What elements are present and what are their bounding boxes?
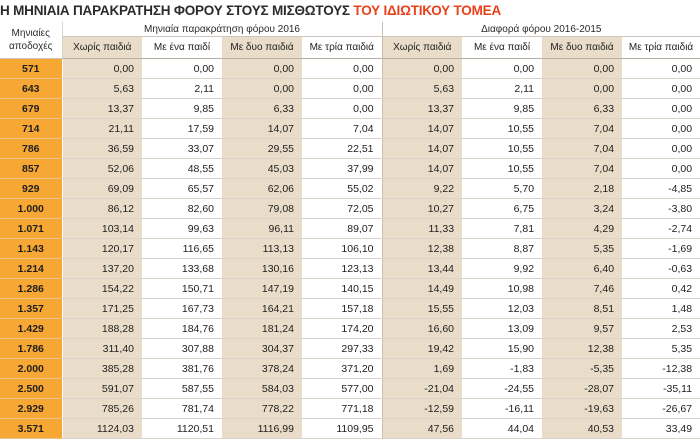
income-cell: 1.357 xyxy=(0,299,62,319)
value-cell: 0,00 xyxy=(622,79,700,99)
value-cell: -21,04 xyxy=(382,379,462,399)
value-cell: 304,37 xyxy=(222,339,302,359)
table-row xyxy=(0,179,700,199)
value-cell: 40,53 xyxy=(542,419,622,439)
column-header: Με τρία παιδιά xyxy=(622,37,700,59)
value-cell: 103,14 xyxy=(62,219,142,239)
value-cell: 45,03 xyxy=(222,159,302,179)
value-cell: 15,90 xyxy=(462,339,542,359)
value-cell: 7,04 xyxy=(542,119,622,139)
table-row xyxy=(0,139,700,159)
income-cell: 2.500 xyxy=(0,379,62,399)
value-cell: 6,33 xyxy=(542,99,622,119)
value-cell: 14,07 xyxy=(382,119,462,139)
value-cell: 311,40 xyxy=(62,339,142,359)
value-cell: 9,22 xyxy=(382,179,462,199)
table-row xyxy=(0,199,700,219)
value-cell: 65,57 xyxy=(142,179,222,199)
value-cell: 14,49 xyxy=(382,279,462,299)
value-cell: 10,27 xyxy=(382,199,462,219)
value-cell: 10,55 xyxy=(462,159,542,179)
table-row xyxy=(0,339,700,359)
income-cell: 1.000 xyxy=(0,199,62,219)
value-cell: -5,35 xyxy=(542,359,622,379)
value-cell: 9,85 xyxy=(462,99,542,119)
value-cell: 37,99 xyxy=(302,159,382,179)
table-row xyxy=(0,399,700,419)
value-cell: 2,11 xyxy=(142,79,222,99)
value-cell: 1,48 xyxy=(622,299,700,319)
table-row xyxy=(0,379,700,399)
table-row xyxy=(0,99,700,119)
value-cell: -16,11 xyxy=(462,399,542,419)
value-cell: 1124,03 xyxy=(62,419,142,439)
table-row xyxy=(0,239,700,259)
value-cell: 378,24 xyxy=(222,359,302,379)
value-cell: 171,25 xyxy=(62,299,142,319)
group-header-diff: Διαφορά φόρου 2016-2015 xyxy=(382,22,700,37)
group-header-row xyxy=(0,22,700,37)
value-cell: -2,74 xyxy=(622,219,700,239)
table-row xyxy=(0,259,700,279)
value-cell: 0,00 xyxy=(382,59,462,79)
column-header: Με ένα παιδί xyxy=(142,37,222,59)
table-row xyxy=(0,419,700,439)
value-cell: -3,80 xyxy=(622,199,700,219)
table-row xyxy=(0,299,700,319)
value-cell: 9,85 xyxy=(142,99,222,119)
income-cell: 679 xyxy=(0,99,62,119)
value-cell: 113,13 xyxy=(222,239,302,259)
value-cell: 0,00 xyxy=(222,79,302,99)
value-cell: 52,06 xyxy=(62,159,142,179)
value-cell: 0,00 xyxy=(142,59,222,79)
value-cell: 48,55 xyxy=(142,159,222,179)
value-cell: 33,49 xyxy=(622,419,700,439)
row-header-text: Μηνιαίες αποδοχές xyxy=(9,28,53,52)
value-cell: 14,07 xyxy=(382,139,462,159)
value-cell: 33,07 xyxy=(142,139,222,159)
income-cell: 571 xyxy=(0,59,62,79)
value-cell: 6,33 xyxy=(222,99,302,119)
value-cell: 174,20 xyxy=(302,319,382,339)
value-cell: 154,22 xyxy=(62,279,142,299)
value-cell: 164,21 xyxy=(222,299,302,319)
value-cell: 13,44 xyxy=(382,259,462,279)
value-cell: 13,09 xyxy=(462,319,542,339)
value-cell: 7,81 xyxy=(462,219,542,239)
value-cell: 184,76 xyxy=(142,319,222,339)
value-cell: 2,18 xyxy=(542,179,622,199)
value-cell: 17,59 xyxy=(142,119,222,139)
value-cell: 10,98 xyxy=(462,279,542,299)
value-cell: 591,07 xyxy=(62,379,142,399)
value-cell: 7,04 xyxy=(542,139,622,159)
value-cell: 0,00 xyxy=(62,59,142,79)
value-cell: 0,00 xyxy=(222,59,302,79)
value-cell: 12,38 xyxy=(542,339,622,359)
value-cell: 5,63 xyxy=(62,79,142,99)
value-cell: 13,37 xyxy=(62,99,142,119)
value-cell: 10,55 xyxy=(462,119,542,139)
value-cell: 7,04 xyxy=(542,159,622,179)
column-header-row xyxy=(0,37,700,59)
value-cell: 130,16 xyxy=(222,259,302,279)
value-cell: -1,83 xyxy=(462,359,542,379)
value-cell: -28,07 xyxy=(542,379,622,399)
value-cell: 167,73 xyxy=(142,299,222,319)
value-cell: 69,09 xyxy=(62,179,142,199)
column-header: Με ένα παιδί xyxy=(462,37,542,59)
income-cell: 1.786 xyxy=(0,339,62,359)
value-cell: 0,00 xyxy=(542,59,622,79)
value-cell: 55,02 xyxy=(302,179,382,199)
value-cell: 778,22 xyxy=(222,399,302,419)
value-cell: 307,88 xyxy=(142,339,222,359)
value-cell: 2,53 xyxy=(622,319,700,339)
value-cell: 120,17 xyxy=(62,239,142,259)
value-cell: -26,67 xyxy=(622,399,700,419)
income-cell: 1.143 xyxy=(0,239,62,259)
value-cell: -12,38 xyxy=(622,359,700,379)
value-cell: 0,00 xyxy=(622,159,700,179)
income-cell: 1.429 xyxy=(0,319,62,339)
value-cell: 147,19 xyxy=(222,279,302,299)
table-row xyxy=(0,79,700,99)
value-cell: 157,18 xyxy=(302,299,382,319)
value-cell: 181,24 xyxy=(222,319,302,339)
table-row xyxy=(0,119,700,139)
value-cell: 1120,51 xyxy=(142,419,222,439)
value-cell: 14,07 xyxy=(382,159,462,179)
value-cell: 29,55 xyxy=(222,139,302,159)
value-cell: 0,00 xyxy=(462,59,542,79)
value-cell: 785,26 xyxy=(62,399,142,419)
value-cell: -19,63 xyxy=(542,399,622,419)
row-header-label xyxy=(0,22,62,59)
value-cell: 3,24 xyxy=(542,199,622,219)
value-cell: -1,69 xyxy=(622,239,700,259)
value-cell: 4,29 xyxy=(542,219,622,239)
value-cell: 6,40 xyxy=(542,259,622,279)
income-cell: 929 xyxy=(0,179,62,199)
value-cell: 89,07 xyxy=(302,219,382,239)
value-cell: -35,11 xyxy=(622,379,700,399)
value-cell: 385,28 xyxy=(62,359,142,379)
value-cell: 16,60 xyxy=(382,319,462,339)
page-title xyxy=(0,0,700,22)
table-row xyxy=(0,159,700,179)
value-cell: 5,63 xyxy=(382,79,462,99)
income-cell: 786 xyxy=(0,139,62,159)
value-cell: 19,42 xyxy=(382,339,462,359)
value-cell: 371,20 xyxy=(302,359,382,379)
group-header-2016: Μηνιαία παρακράτηση φόρου 2016 xyxy=(62,22,382,37)
income-cell: 1.286 xyxy=(0,279,62,299)
value-cell: 1116,99 xyxy=(222,419,302,439)
income-cell: 857 xyxy=(0,159,62,179)
table-body xyxy=(0,59,700,439)
value-cell: 123,13 xyxy=(302,259,382,279)
value-cell: 22,51 xyxy=(302,139,382,159)
value-cell: 21,11 xyxy=(62,119,142,139)
value-cell: 0,00 xyxy=(542,79,622,99)
value-cell: 6,75 xyxy=(462,199,542,219)
value-cell: 44,04 xyxy=(462,419,542,439)
value-cell: 133,68 xyxy=(142,259,222,279)
value-cell: 99,63 xyxy=(142,219,222,239)
value-cell: 381,76 xyxy=(142,359,222,379)
income-cell: 3.571 xyxy=(0,419,62,439)
value-cell: 0,00 xyxy=(622,139,700,159)
tax-withholding-table xyxy=(0,22,700,439)
value-cell: 12,03 xyxy=(462,299,542,319)
value-cell: 577,00 xyxy=(302,379,382,399)
column-header: Χωρίς παιδιά xyxy=(382,37,462,59)
value-cell: 7,04 xyxy=(302,119,382,139)
value-cell: 8,87 xyxy=(462,239,542,259)
value-cell: 36,59 xyxy=(62,139,142,159)
value-cell: 9,92 xyxy=(462,259,542,279)
income-cell: 1.071 xyxy=(0,219,62,239)
value-cell: 79,08 xyxy=(222,199,302,219)
value-cell: 10,55 xyxy=(462,139,542,159)
value-cell: 584,03 xyxy=(222,379,302,399)
value-cell: 106,10 xyxy=(302,239,382,259)
table-row xyxy=(0,219,700,239)
value-cell: 7,46 xyxy=(542,279,622,299)
value-cell: 297,33 xyxy=(302,339,382,359)
value-cell: 8,51 xyxy=(542,299,622,319)
column-header: Χωρίς παιδιά xyxy=(62,37,142,59)
value-cell: 771,18 xyxy=(302,399,382,419)
value-cell: 2,11 xyxy=(462,79,542,99)
value-cell: 82,60 xyxy=(142,199,222,219)
value-cell: 0,42 xyxy=(622,279,700,299)
value-cell: 5,70 xyxy=(462,179,542,199)
value-cell: -12,59 xyxy=(382,399,462,419)
value-cell: 0,00 xyxy=(302,59,382,79)
value-cell: 12,38 xyxy=(382,239,462,259)
table-row xyxy=(0,319,700,339)
value-cell: 0,00 xyxy=(622,59,700,79)
table-row xyxy=(0,59,700,79)
value-cell: 11,33 xyxy=(382,219,462,239)
value-cell: 5,35 xyxy=(542,239,622,259)
value-cell: 781,74 xyxy=(142,399,222,419)
value-cell: 587,55 xyxy=(142,379,222,399)
value-cell: 116,65 xyxy=(142,239,222,259)
value-cell: 15,55 xyxy=(382,299,462,319)
table-row xyxy=(0,279,700,299)
value-cell: 96,11 xyxy=(222,219,302,239)
value-cell: 47,56 xyxy=(382,419,462,439)
value-cell: 13,37 xyxy=(382,99,462,119)
value-cell: -0,63 xyxy=(622,259,700,279)
value-cell: 0,00 xyxy=(302,99,382,119)
income-cell: 643 xyxy=(0,79,62,99)
column-header: Με δυο παιδιά xyxy=(222,37,302,59)
value-cell: 150,71 xyxy=(142,279,222,299)
column-header: Με δυο παιδιά xyxy=(542,37,622,59)
value-cell: 5,35 xyxy=(622,339,700,359)
value-cell: 0,00 xyxy=(302,79,382,99)
value-cell: 137,20 xyxy=(62,259,142,279)
value-cell: 188,28 xyxy=(62,319,142,339)
value-cell: 14,07 xyxy=(222,119,302,139)
value-cell: 9,57 xyxy=(542,319,622,339)
value-cell: -24,55 xyxy=(462,379,542,399)
title-accent: ΤΟΥ ΙΔΙΩΤΙΚΟΥ ΤΟΜΕΑ xyxy=(353,3,502,18)
value-cell: 72,05 xyxy=(302,199,382,219)
value-cell: 62,06 xyxy=(222,179,302,199)
value-cell: 1109,95 xyxy=(302,419,382,439)
income-cell: 1.214 xyxy=(0,259,62,279)
income-cell: 714 xyxy=(0,119,62,139)
income-cell: 2.929 xyxy=(0,399,62,419)
title-main: Η ΜΗΝΙΑΙΑ ΠΑΡΑΚΡΑΤΗΣΗ ΦΟΡΟΥ ΣΤΟΥΣ ΜΙΣΘΩΤΟΥΣ xyxy=(0,3,354,18)
value-cell: 1,69 xyxy=(382,359,462,379)
value-cell: 0,00 xyxy=(622,99,700,119)
value-cell: 86,12 xyxy=(62,199,142,219)
value-cell: 140,15 xyxy=(302,279,382,299)
value-cell: 0,00 xyxy=(622,119,700,139)
table-row xyxy=(0,359,700,379)
income-cell: 2.000 xyxy=(0,359,62,379)
value-cell: -4,85 xyxy=(622,179,700,199)
column-header: Με τρία παιδιά xyxy=(302,37,382,59)
